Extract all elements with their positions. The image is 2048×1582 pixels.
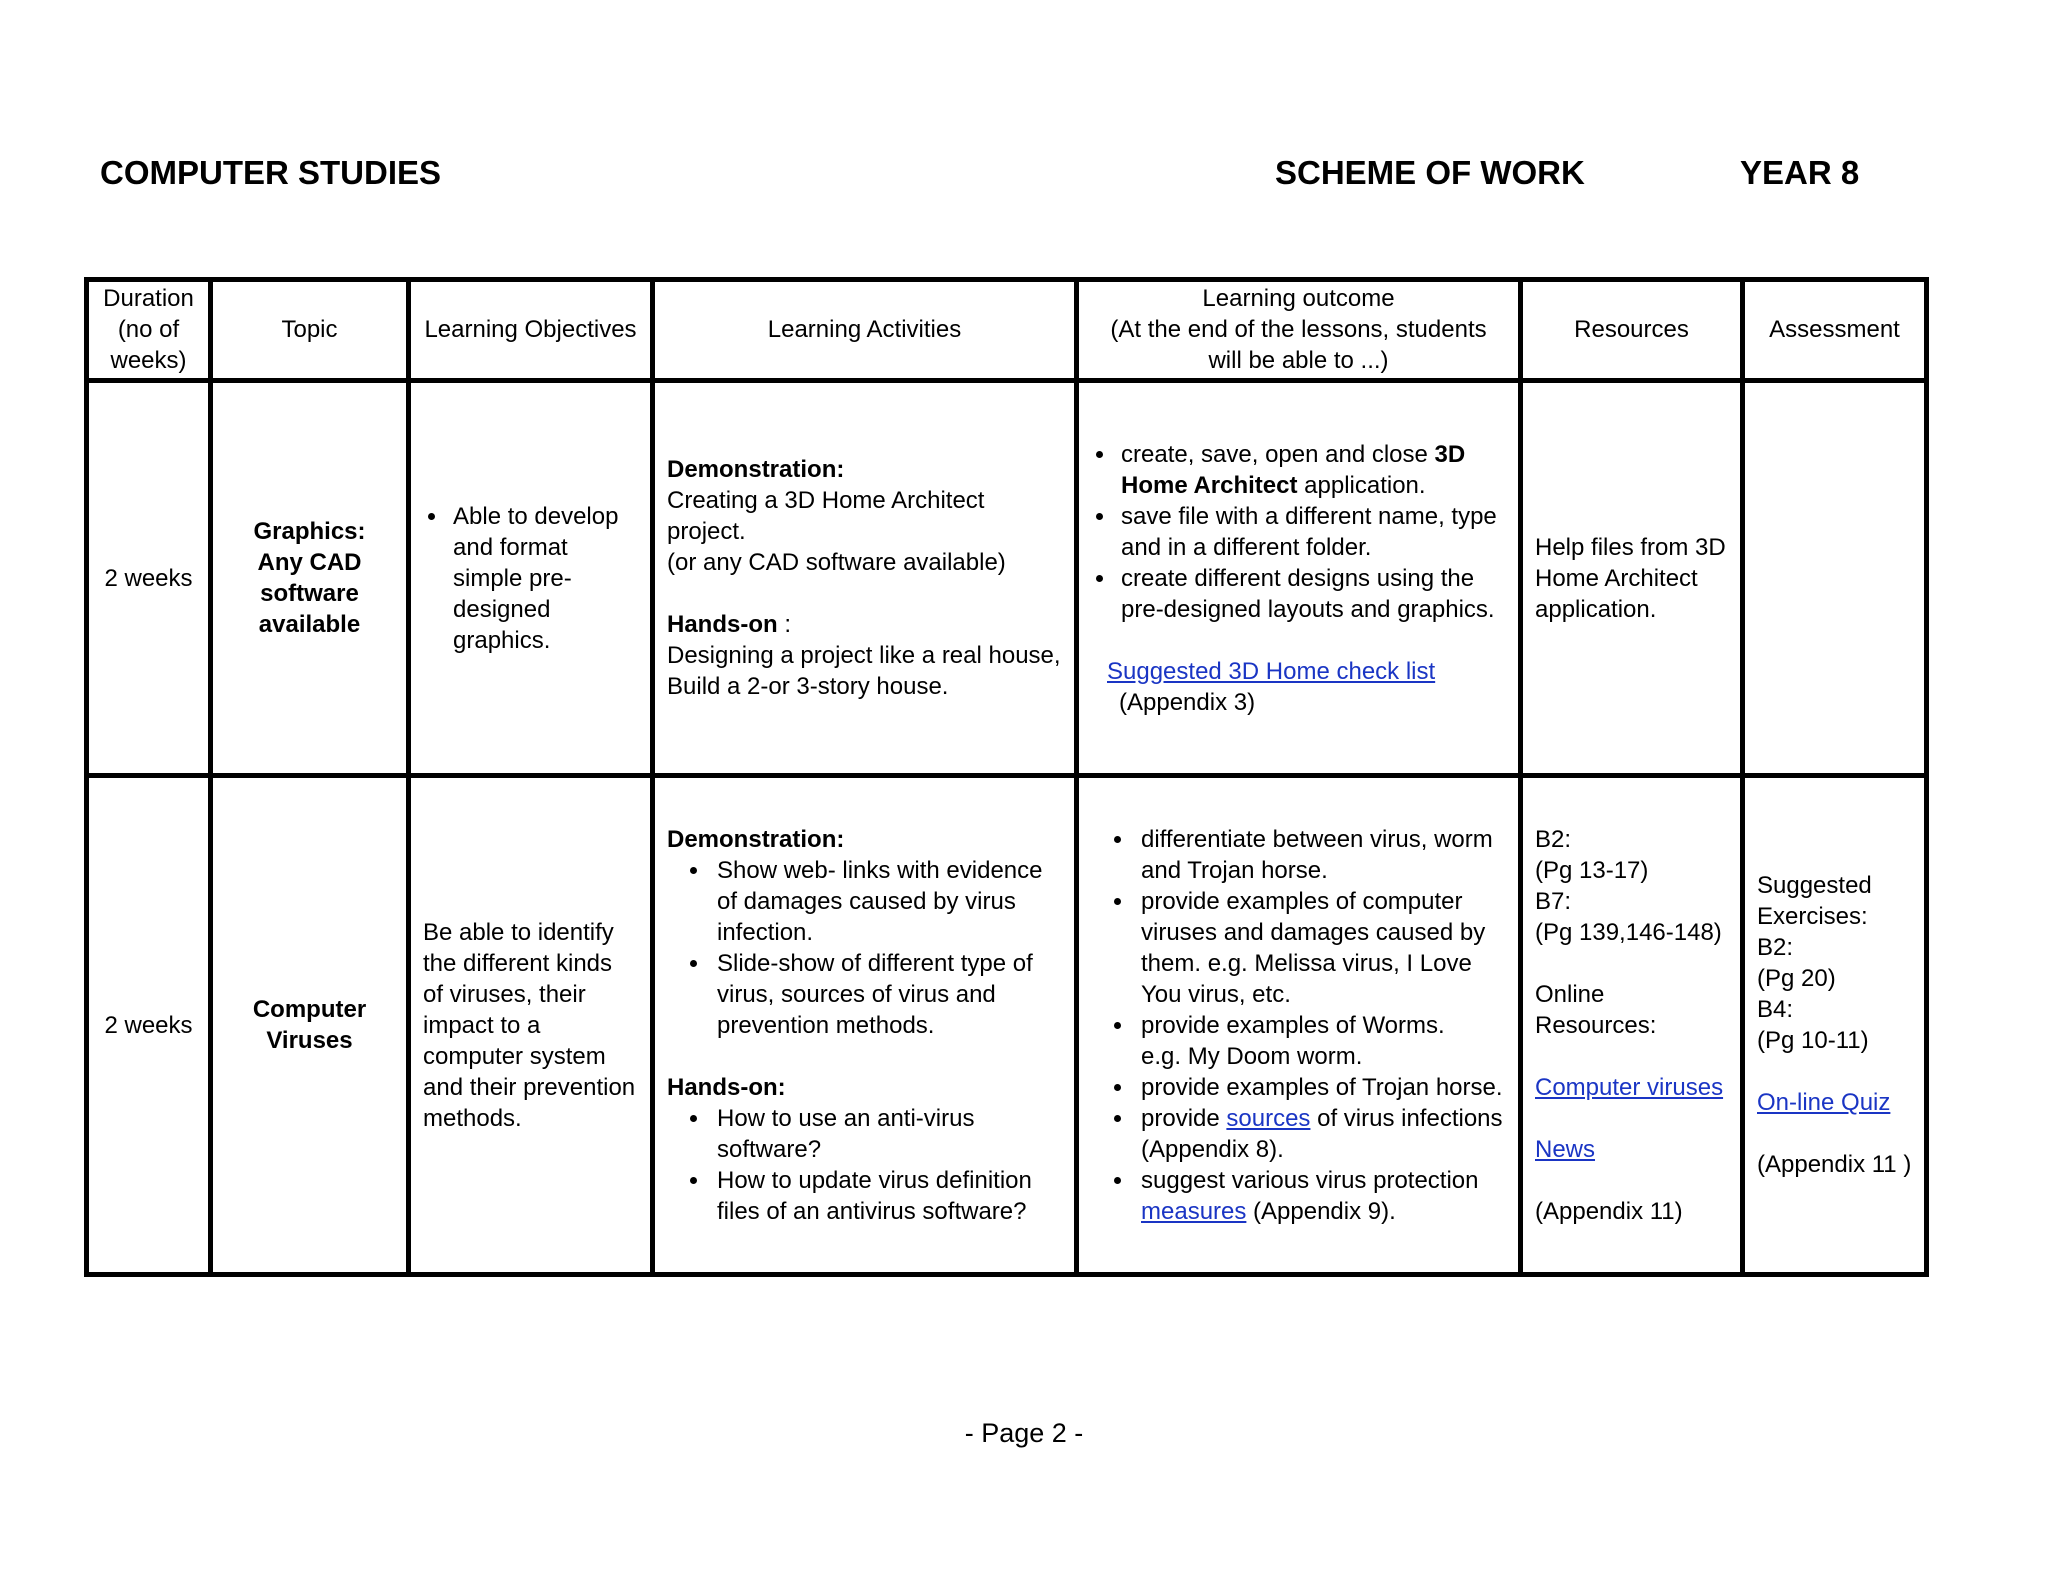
list-item [1135,1165,1506,1227]
objective-cell [409,380,653,776]
spacer [1535,1041,1728,1072]
topic-line: Computer [252,996,367,1024]
spacer [667,1041,1062,1072]
header-line: Duration [103,285,194,313]
topic-line: Any CAD [257,549,362,577]
column-header-assessment: Assessment [1743,280,1927,381]
appendix-ref: (Appendix 3) [1119,688,1256,716]
list-item: • save file with a different name, type and in a different folder. [1117,501,1506,563]
resource-line: B7: [1535,887,1572,915]
outcome-text: (Appendix 9). [1246,1197,1396,1225]
year-label: YEAR 8 [1740,154,1860,191]
activity-line: Build a 2-or 3-story house. [667,673,949,701]
outcome-list [1091,824,1506,1227]
page-number: - Page 2 - [964,1418,1084,1448]
list-item: • Able to develop and format simple pre-designed graphics. [449,501,638,656]
list-item: • differentiate between virus, worm and Trojan horse. [1135,824,1506,886]
spacer [1535,1165,1728,1196]
demonstration-list [667,855,1062,1041]
assessment-line: B4: [1757,996,1794,1024]
list-item: • provide examples of Trojan horse. [1135,1072,1506,1103]
outcome-cell [1077,380,1521,776]
header-line: (no of [117,316,180,344]
column-header-duration [87,280,211,381]
outcome-cell [1077,776,1521,1275]
outcome-text: of virus infections (Appendix 8). [1141,1104,1503,1163]
column-header-topic: Topic [211,280,409,381]
column-header-resources: Resources [1521,280,1743,381]
spacer [1757,1056,1912,1087]
resource-line: B2: [1535,825,1572,853]
header-line: will be able to ...) [1208,347,1389,375]
assessment-cell [1743,380,1927,776]
topic-line: software [260,580,359,608]
handson-heading: Hands-on [667,611,778,639]
outcome-text: provide examples of Worms. [1141,1011,1445,1039]
topic-cell [211,380,409,776]
outcome-text: application. [1297,471,1426,499]
activity-line: (or any CAD software available) [667,549,1006,577]
list-item: • How to use an anti-virus software? [711,1103,1062,1165]
outcome-bold-text: 3D Home Architect [1121,440,1466,499]
header-row [87,280,1927,381]
resource-link-line [1535,1072,1728,1103]
online-resources-label: Online Resources: [1535,980,1657,1039]
activity-line: Designing a project like a real house, [667,642,1061,670]
resources-cell: Help files from 3D Home Architect application. [1521,380,1743,776]
outcome-text: suggest various virus protection [1141,1166,1479,1194]
spacer [1535,948,1728,979]
appendix-ref: (Appendix 11) [1535,1197,1683,1225]
sources-link[interactable]: sources [1226,1104,1311,1132]
assessment-line: Suggested [1757,872,1872,900]
scheme-of-work-table [84,277,1929,1277]
resource-link-line [1535,1134,1728,1165]
handson-heading-line [667,609,1062,640]
activity-line: Creating a 3D Home Architect project. [667,487,985,546]
handson-list [667,1103,1062,1227]
assessment-cell [1743,776,1927,1275]
spacer [1535,1103,1728,1134]
handson-heading: Hands-on: [667,1073,786,1101]
topic-cell [211,776,409,1275]
table-row [87,380,1927,776]
news-link[interactable]: News [1535,1135,1596,1163]
column-header-activities: Learning Activities [653,280,1077,381]
header-line: Learning outcome [1202,285,1395,313]
resources-cell [1521,776,1743,1275]
checklist-link[interactable]: Suggested 3D Home check list [1107,657,1436,685]
topic-line: available [258,611,361,639]
list-item: • How to update virus definition files of an antivirus software? [711,1165,1062,1227]
list-item [1135,1010,1506,1072]
online-quiz-link[interactable]: On-line Quiz [1757,1089,1891,1117]
computer-viruses-link[interactable]: Computer viruses [1535,1073,1724,1101]
outcome-list [1091,439,1506,625]
assessment-line: (Pg 10-11) [1757,1027,1869,1055]
quiz-link-line [1757,1087,1912,1118]
activities-cell [653,776,1077,1275]
outcome-text: provide [1141,1104,1227,1132]
list-item: • Slide-show of different type of virus, sources of virus and prevention methods. [711,948,1062,1041]
activities-cell [653,380,1077,776]
list-item [1117,439,1506,501]
document-type: SCHEME OF WORK [1275,154,1585,191]
list-item: • Show web- links with evidence of damages caused by virus infection. [711,855,1062,948]
outcome-text: create, save, open and close [1121,440,1435,468]
subject-title: COMPUTER STUDIES [100,154,442,191]
demonstration-heading: Demonstration: [667,825,845,853]
column-header-outcome [1077,280,1521,381]
topic-line: Viruses [266,1027,353,1055]
demonstration-heading: Demonstration: [667,456,845,484]
measures-link[interactable]: measures [1141,1197,1247,1225]
handson-colon: : [777,611,792,639]
list-item: • provide examples of computer viruses and damages caused by them. e.g. Melissa virus, I Love You virus, etc. [1135,886,1506,1010]
resource-line: (Pg 13-17) [1535,856,1649,884]
header-line: weeks) [110,347,187,375]
assessment-line: Exercises: [1757,903,1868,931]
resource-line: (Pg 139,146-148) [1535,918,1722,946]
spacer [667,578,1062,609]
assessment-line: B2: [1757,934,1794,962]
table-row [87,776,1927,1275]
list-item: • create different designs using the pre-designed layouts and graphics. [1117,563,1506,625]
topic-line: Graphics: [253,518,366,546]
spacer [1757,1118,1912,1149]
outcome-link-line [1091,656,1506,687]
column-header-objectives: Learning Objectives [409,280,653,381]
objective-cell: Be able to identify the different kinds of viruses, their impact to a computer system and their prevention methods. [409,776,653,1275]
header-line: (At the end of the lessons, students [1110,316,1487,344]
appendix-ref: (Appendix 11 ) [1757,1151,1912,1179]
outcome-example: e.g. My Doom worm. [1141,1042,1363,1070]
assessment-line: (Pg 20) [1757,965,1836,993]
objective-list [423,501,638,656]
spacer [1091,625,1506,656]
list-item [1135,1103,1506,1165]
duration-cell: 2 weeks [87,380,211,776]
duration-cell: 2 weeks [87,776,211,1275]
